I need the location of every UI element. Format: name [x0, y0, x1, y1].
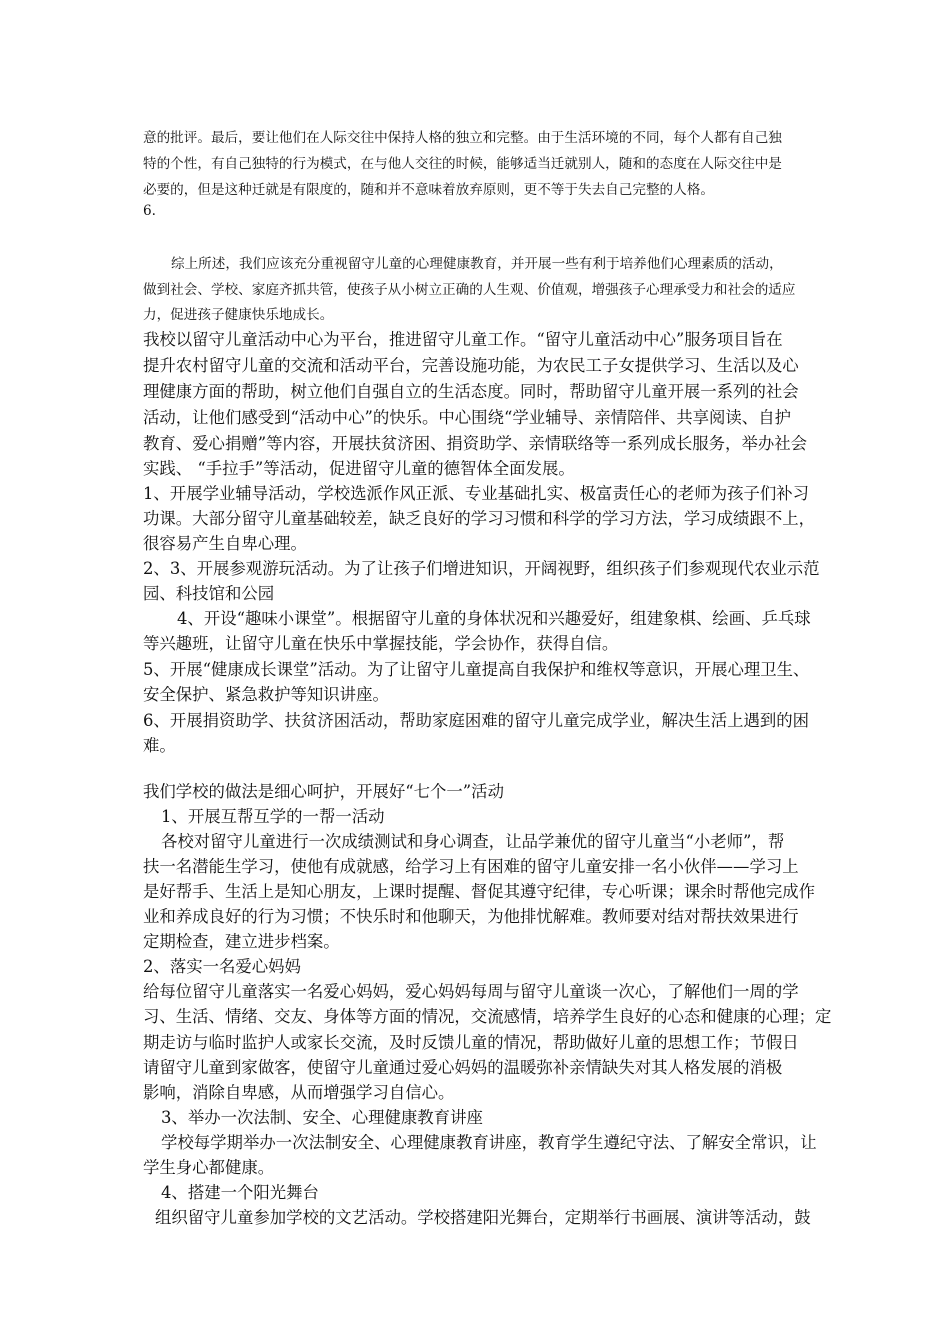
text-line: 安全保护、紧急救护等知识讲座。: [143, 685, 389, 704]
text-line: 综上所述，我们应该充分重视留守儿童的心理健康教育，并开展一些有利于培养他们心理素质的活动，: [171, 256, 783, 272]
text-line: 业和养成良好的行为习惯；不快乐时和他聊天，为他排忧解难。教师要对结对帮扶效果进行: [143, 907, 799, 926]
text-line: 教育、爱心捐赠”等内容，开展扶贫济困、捐资助学、亲情联络等一系列成长服务，举办社会: [143, 434, 808, 453]
text-line: 实践、 “手拉手”等活动，促进留守儿童的德智体全面发展。: [143, 459, 575, 478]
text-line: 组织留守儿童参加学校的文艺活动。学校搭建阳光舞台，定期举行书画展、演讲等活动，鼓: [155, 1208, 811, 1227]
text-line: 定期检查，建立进步档案。: [143, 932, 340, 951]
text-line: 1、开展互帮互学的一帮一活动: [161, 807, 385, 826]
text-line: 学生身心都健康。: [143, 1158, 275, 1177]
text-line: 我校以留守儿童活动中心为平台，推进留守儿童工作。“留守儿童活动中心”服务项目旨在: [143, 330, 783, 349]
text-line: 功课。大部分留守儿童基础较差，缺乏良好的学习习惯和科学的学习方法，学习成绩跟不上，: [143, 509, 816, 528]
text-line: 做到社会、学校、家庭齐抓共管，使孩子从小树立正确的人生观、价值观，增强孩子心理承受力和社会的适应: [143, 282, 796, 298]
text-line: 扶一名潜能生学习，使他有成就感，给学习上有困难的留守儿童安排一名小伙伴——学习上: [143, 857, 799, 876]
text-line: 6、开展捐资助学、扶贫济困活动，帮助家庭困难的留守儿童完成学业，解决生活上遇到的困: [143, 711, 810, 730]
text-line: 期走访与临时监护人或家长交流，及时反馈儿童的情况，帮助做好儿童的思想工作；节假日: [143, 1033, 799, 1052]
text-line: 4、开设“趣味小课堂”。根据留守儿童的身体状况和兴趣爱好，组建象棋、绘画、乒乓球: [177, 609, 811, 628]
text-line: 提升农村留守儿童的交流和活动平台，完善设施功能，为农民工子女提供学习、生活以及心: [143, 356, 799, 375]
text-line: 给每位留守儿童落实一名爱心妈妈，爱心妈妈每周与留守儿童谈一次心，了解他们一周的学: [143, 982, 799, 1001]
text-line: 6.: [143, 203, 156, 219]
text-line: 习、生活、情绪、交友、身体等方面的情况，交流感情，培养学生良好的心态和健康的心理；定: [143, 1007, 832, 1026]
text-line: 很容易产生自卑心理。: [143, 534, 307, 553]
text-line: 影响，消除自卑感，从而增强学习自信心。: [143, 1083, 455, 1102]
text-line: 理健康方面的帮助，树立他们自强自立的生活态度。同时，帮助留守儿童开展一系列的社会: [143, 382, 799, 401]
text-line: 4、搭建一个阳光舞台: [161, 1183, 319, 1202]
text-line: 我们学校的做法是细心呵护，开展好“七个一”活动: [143, 782, 504, 801]
text-line: 力，促进孩子健康快乐地成长。: [143, 307, 334, 323]
text-line: 2、3、开展参观游玩活动。为了让孩子们增进知识，开阔视野，组织孩子们参观现代农业示范: [143, 559, 820, 578]
text-line: 各校对留守儿童进行一次成绩测试和身心调查，让品学兼优的留守儿童当“小老师”，帮: [161, 832, 785, 851]
text-line: 请留守儿童到家做客，使留守儿童通过爱心妈妈的温暖弥补亲情缺失对其人格发展的消极: [143, 1058, 783, 1077]
text-line: 等兴趣班，让留守儿童在快乐中掌握技能，学会协作，获得自信。: [143, 634, 619, 653]
text-line: 是好帮手、生活上是知心朋友，上课时提醒、督促其遵守纪律，专心听课；课余时帮他完成作: [143, 882, 816, 901]
text-line: 3、举办一次法制、安全、心理健康教育讲座: [161, 1108, 483, 1127]
text-line: 难。: [143, 736, 176, 755]
text-line: 1、开展学业辅导活动，学校选派作风正派、专业基础扎实、极富责任心的老师为孩子们补习: [143, 484, 810, 503]
text-line: 意的批评。最后，要让他们在人际交往中保持人格的独立和完整。由于生活环境的不同，每个人都有自己独: [143, 130, 782, 146]
text-line: 学校每学期举办一次法制安全、心理健康教育讲座，教育学生遵纪守法、了解安全常识，让: [161, 1133, 817, 1152]
text-line: 5、开展“健康成长课堂”活动。为了让留守儿童提高自我保护和维权等意识，开展心理卫生、: [143, 660, 810, 679]
text-line: 特的个性，有自己独特的行为模式，在与他人交往的时候，能够适当迁就别人，随和的态度在人际交往中是: [143, 156, 782, 172]
text-line: 园、科技馆和公园: [143, 584, 275, 603]
text-line: 必要的，但是这种迁就是有限度的，随和并不意味着放弃原则，更不等于失去自己完整的人格。: [143, 182, 714, 198]
text-line: 活动，让他们感受到“活动中心”的快乐。中心围绕“学业辅导、亲情陪伴、共享阅读、自护: [143, 408, 791, 427]
text-line: 2、落实一名爱心妈妈: [143, 957, 301, 976]
